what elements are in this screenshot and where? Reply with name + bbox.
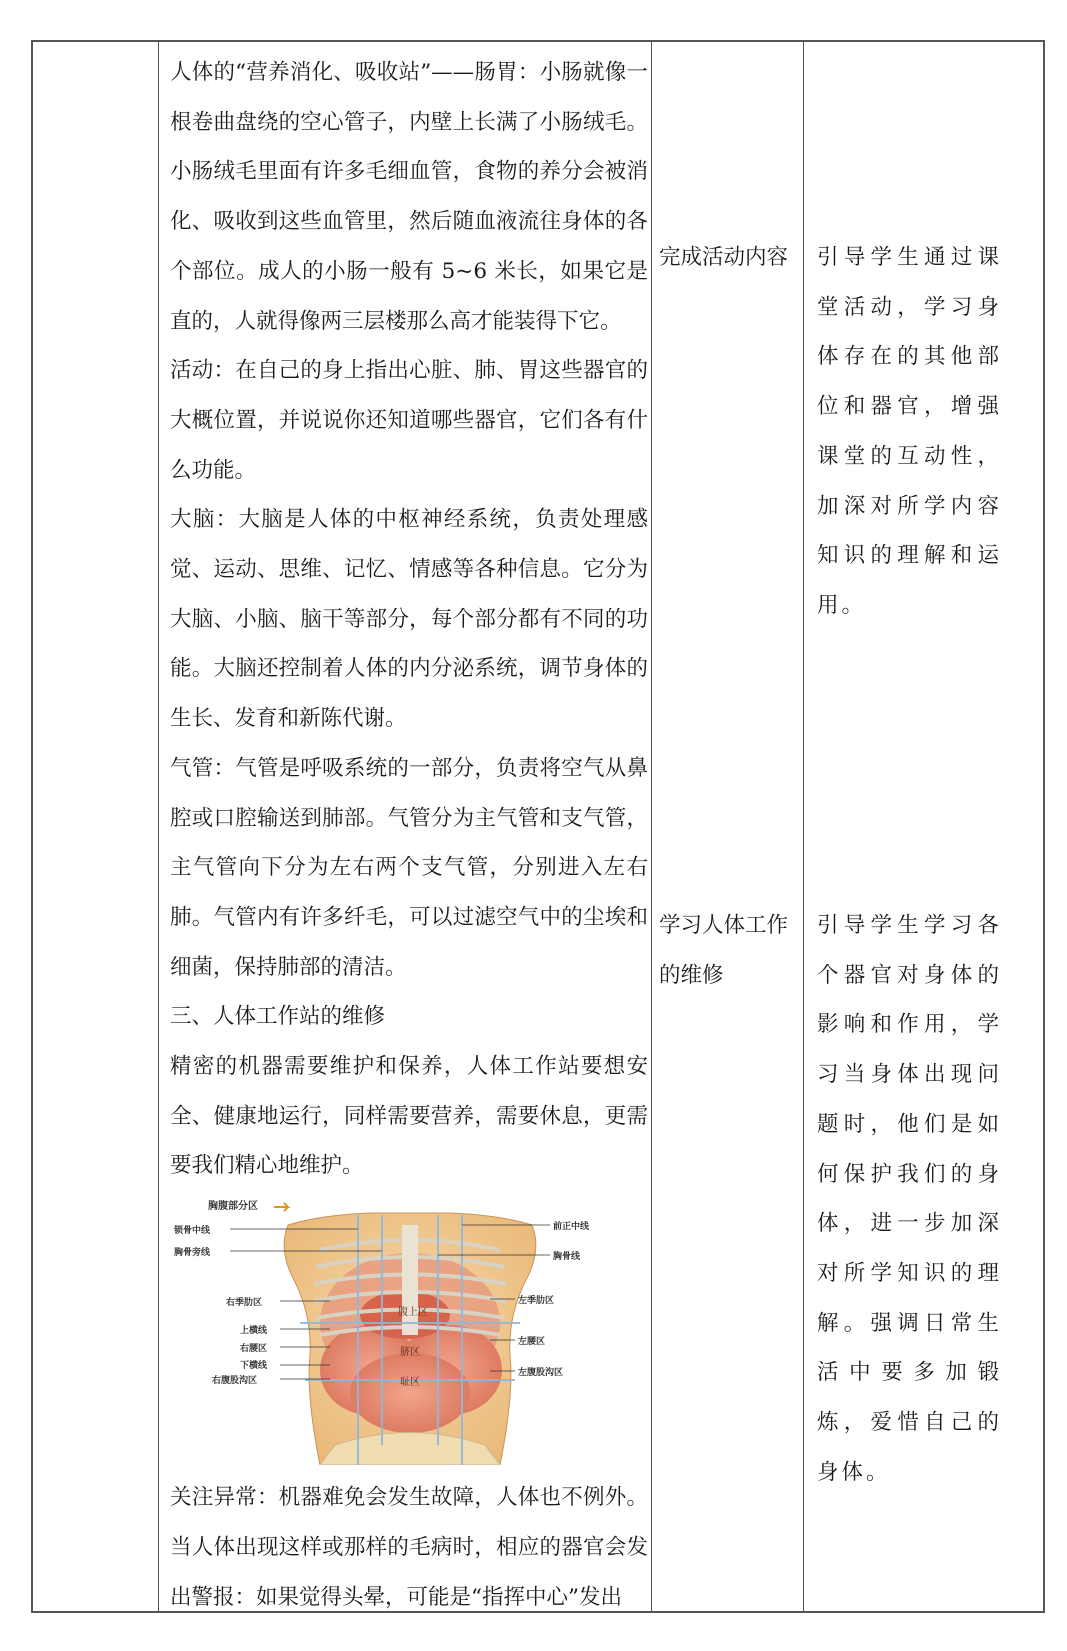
label-left-inguinal: 左腹股沟区 [518, 1368, 564, 1379]
lesson-table [31, 40, 1045, 1613]
paragraph-trachea: 气管：气管是呼吸系统的一部分，负责将空气从鼻腔或口腔输送到肺部。气管分为主气管和支气管，主气管向下分为左右两个支气管，分别进入左右肺。气管内有许多纤毛，可以过滤空气中的尘埃和细菌，保持肺部的清洁。 [170, 755, 648, 980]
figure-title: 胸腹部分区 [208, 1201, 258, 1213]
section-heading: 三、人体工作站的维修 [170, 1004, 386, 1030]
paragraph-activity: 活动：在自己的身上指出心脏、肺、胃这些器官的大概位置，并说说你还知道哪些器官，它们各有什么功能。 [170, 358, 648, 483]
label-clavicular-line: 锁骨中线 [174, 1226, 211, 1237]
label-sternal-line: 胸骨线 [553, 1252, 581, 1263]
purpose-cell-1: 引导学生通过课堂活动，学习身体存在的其他部位和器官，增强课堂的互动性，加深对所学内容知识的理解和运用。 [817, 245, 1002, 618]
label-upper-line: 上横线 [240, 1326, 268, 1337]
label-left-hypochondriac: 左季肋区 [518, 1296, 555, 1307]
content-column [170, 48, 648, 1622]
label-right-lumbar: 右腰区 [240, 1344, 268, 1355]
paragraph-brain: 大脑：大脑是人体的中枢神经系统，负责处理感觉、运动、思维、记忆、情感等各种信息。它分为大脑、小脑、脑干等部分，每个部分都有不同的功能。大脑还控制着人体的内分泌系统，调节身体的生长、发育和新陈代谢。 [170, 507, 648, 732]
paragraph-intestine: 人体的“营养消化、吸收站”——肠胃：小肠就像一根卷曲盘绕的空心管子，内壁上长满了小肠绒毛。小肠绒毛里面有许多毛细血管，食物的养分会被消化、吸收到这些血管里，然后随血液流往身体的各个部位。成人的小肠一般有 5~6 米长，如果它是直的，人就得像两三层楼那么高才能装得下它。 [170, 60, 648, 334]
label-umbilical: 脐区 [400, 1347, 420, 1359]
label-parasternal-line: 胸骨旁线 [174, 1248, 211, 1259]
purpose-cell-2: 引导学生学习各个器官对身体的影响和作用，学习当身体出现问题时，他们是如何保护我们的身体，进一步加深对所学知识的理解。强调日常生活中要多加锻炼，爱惜自己的身体。 [817, 913, 1002, 1485]
label-right-inguinal: 右腹股沟区 [212, 1376, 258, 1387]
label-right-hypochondriac: 右季肋区 [226, 1298, 263, 1309]
label-pubic: 耻区 [400, 1377, 420, 1389]
label-left-lumbar: 左腰区 [518, 1337, 546, 1348]
paragraph-abnormal: 关注异常：机器难免会发生故障，人体也不例外。当人体出现这样或那样的毛病时，相应的器官会发出警报：如果觉得头晕，可能是“指挥中心”发出 [170, 1485, 648, 1610]
activity-cell-1: 完成活动内容 [659, 245, 789, 270]
label-epigastric: 腹上区 [398, 1307, 428, 1319]
abdomen-regions-figure [170, 1195, 648, 1465]
column-divider-2 [651, 42, 652, 1611]
label-midline: 前正中线 [553, 1222, 590, 1233]
paragraph-maintenance: 精密的机器需要维护和保养，人体工作站要想安全、健康地运行，同样需要营养，需要休息，更需要我们精心地维护。 [170, 1054, 648, 1179]
activity-cell-2: 学习人体工作的维修 [659, 913, 789, 988]
label-lower-line: 下横线 [240, 1361, 268, 1372]
column-divider-1 [158, 42, 159, 1611]
